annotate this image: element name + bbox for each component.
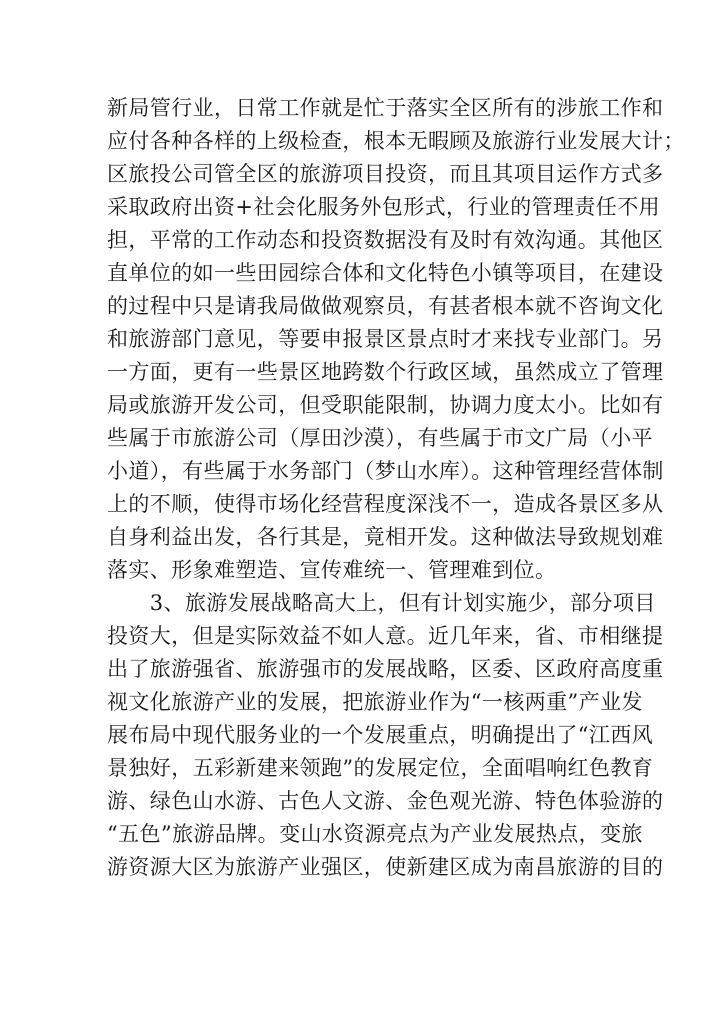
- text-line: 应付各种各样的上级检查，根本无暇顾及旅游行业发展大计；: [107, 129, 685, 153]
- text-line: 3、旅游发展战略高大上，但有计划实施少，部分项目: [107, 591, 656, 615]
- text-line: 采取政府出资+社会化服务外包形式，行业的管理责任不用: [107, 195, 660, 219]
- text-line: 局或旅游开发公司，但受职能限制，协调力度太小。比如有: [107, 393, 664, 417]
- text-line: 展布局中现代服务业的一个发展重点，明确提出了“江西风: [107, 723, 654, 747]
- text-line: 游、绿色山水游、古色人文游、金色观光游、特色体验游的: [107, 789, 664, 813]
- text-line: 出了旅游强省、旅游强市的发展战略，区委、区政府高度重: [107, 657, 664, 681]
- text-line: 自身利益出发，各行其是，竟相开发。这种做法导致规划难: [107, 525, 664, 549]
- text-line: 游资源大区为旅游产业强区，使新建区成为南昌旅游的目的: [107, 855, 664, 879]
- text-line: 落实、形象难塑造、宣传难统一、管理难到位。: [107, 558, 557, 582]
- text-line: “五色”旅游品牌。变山水资源亮点为产业发展热点，变旅: [107, 822, 643, 846]
- text-line: 小道），有些属于水务部门（梦山水库）。这种管理经营体制: [107, 459, 664, 483]
- text-line: 区旅投公司管全区的旅游项目投资，而且其项目运作方式多: [107, 162, 664, 186]
- text-line: 些属于市旅游公司（厚田沙漠），有些属于市文广局（小平: [107, 426, 653, 450]
- text-line: 投资大，但是实际效益不如人意。近几年来，省、市相继提: [107, 624, 664, 648]
- text-line: 视文化旅游产业的发展，把旅游业作为“一核两重”产业发: [107, 690, 643, 714]
- body-text: [107, 92, 685, 884]
- text-line: 一方面，更有一些景区地跨数个行政区域，虽然成立了管理: [107, 360, 664, 384]
- text-line: 直单位的如一些田园综合体和文化特色小镇等项目，在建设: [107, 261, 664, 285]
- text-line: 上的不顺，使得市场化经营程度深浅不一，造成各景区多从: [107, 492, 664, 516]
- text-line: 新局管行业，日常工作就是忙于落实全区所有的涉旅工作和: [107, 96, 664, 120]
- text-line: 担，平常的工作动态和投资数据没有及时有效沟通。其他区: [107, 228, 664, 252]
- text-line: 景独好，五彩新建来领跑”的发展定位，全面唱响红色教育: [107, 756, 654, 780]
- text-line: 和旅游部门意见，等要申报景区景点时才来找专业部门。另: [107, 327, 664, 351]
- text-line: 的过程中只是请我局做做观察员，有甚者根本就不咨询文化: [107, 294, 664, 318]
